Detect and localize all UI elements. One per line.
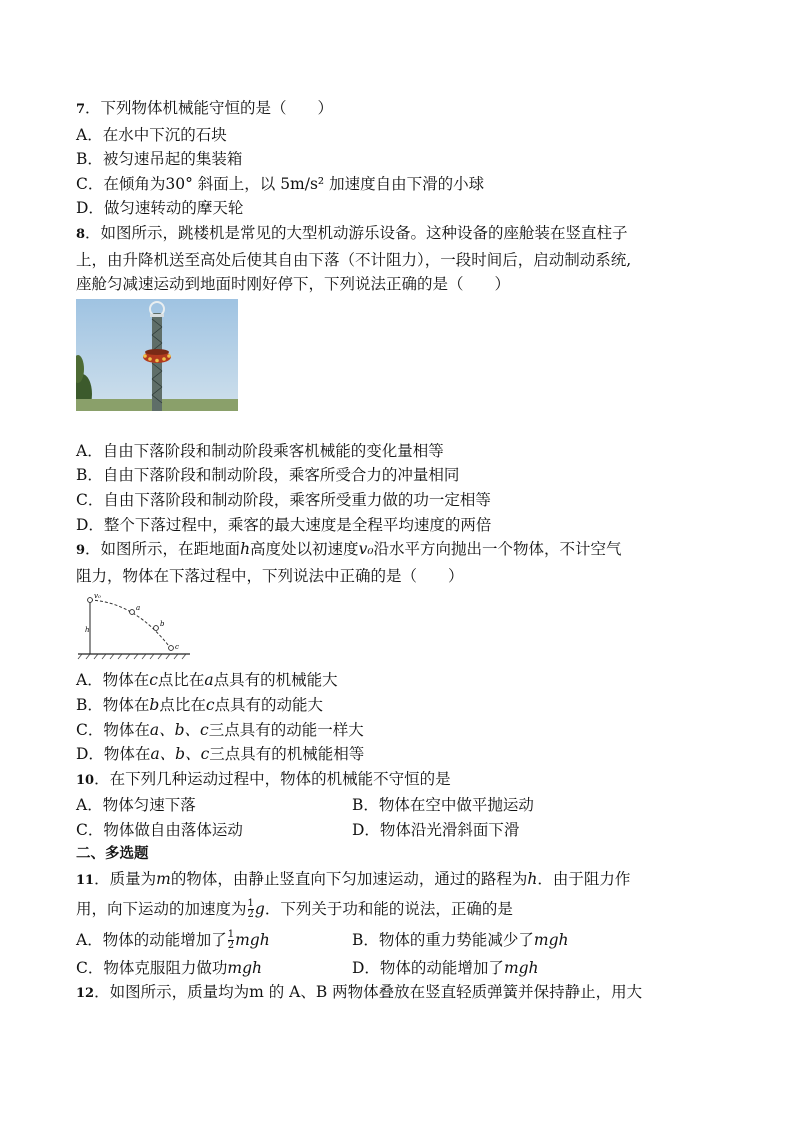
- q9-option-a: [76, 668, 746, 693]
- label-a: a: [136, 604, 141, 613]
- fraction-denominator: 2: [247, 909, 254, 921]
- option-text: B．物体在: [76, 695, 150, 714]
- question-9-stem-line-1: [76, 537, 746, 564]
- option-text: D．物体的动能增加了: [352, 958, 504, 977]
- fraction-numerator: 1: [247, 898, 254, 910]
- question-12-stem: [76, 980, 746, 1007]
- q11-options-row-2: [76, 956, 746, 981]
- document-page: [76, 96, 746, 1007]
- q7-option-a: A．在水中下沉的石块: [76, 125, 227, 144]
- label-v0: v₀: [94, 592, 101, 601]
- q8-option-a: A．自由下落阶段和制动阶段乘客机械能的变化量相等: [76, 441, 444, 460]
- question-number: 10: [76, 772, 95, 788]
- option-expr: mgh: [227, 958, 262, 977]
- question-10-stem: [76, 767, 746, 794]
- question-8-stem-line-2: 上，由升降机送至高处后使其自由下落（不计阻力），一段时间后，启动制动系统,: [76, 250, 632, 269]
- q9-option-c: [76, 718, 746, 743]
- option-text: 点比在: [159, 695, 206, 714]
- point-c: [169, 646, 174, 651]
- question-text: ．如图所示，在距地面: [85, 540, 241, 559]
- option-var: c: [205, 695, 215, 714]
- q7-option-c: C．在倾角为30° 斜面上，以 5m/s² 加速度自由下滑的小球: [76, 174, 485, 193]
- question-text: ．在下列几种运动过程中，物体的机械能不守恒的是: [94, 769, 451, 788]
- q9-option-b: [76, 693, 746, 718]
- question-8-stem-line-1: [76, 221, 746, 248]
- question-text: ．下列物体机械能守恒的是（ ）: [85, 99, 334, 117]
- q10-option-a: A．物体匀速下落: [76, 796, 196, 815]
- question-number: 9: [76, 543, 86, 559]
- option-text: A．物体在: [76, 671, 150, 690]
- q8-option-b: B．自由下落阶段和制动阶段，乘客所受合力的冲量相同: [76, 466, 460, 485]
- fraction-one-half: [228, 930, 234, 951]
- question-text: 的物体，由静止竖直向下匀加速运动，通过的路程为: [170, 870, 528, 889]
- question-7-stem: [76, 96, 746, 123]
- question-number: 7: [76, 102, 86, 117]
- question-text: 沿水平方向抛出一个物体，不计空气: [373, 540, 622, 559]
- option-text: C．物体在: [76, 720, 150, 739]
- point-b: [154, 626, 159, 631]
- q11-option-c: [76, 956, 352, 981]
- option-text: 点具有的动能大: [214, 695, 324, 714]
- q7-option-d: D．做匀速转动的摩天轮: [76, 199, 244, 218]
- q8-option-c: C．自由下落阶段和制动阶段，乘客所受重力做的功一定相等: [76, 490, 491, 509]
- var-m: m: [156, 870, 171, 889]
- q8-option-d: D．整个下落过程中，乘客的最大速度是全程平均速度的两倍: [76, 515, 492, 534]
- q11-option-b: [352, 924, 569, 956]
- option-expr: mgh: [533, 930, 569, 949]
- q11-options-row-1: [76, 924, 746, 956]
- option-text: 三点具有的动能一样大: [208, 720, 364, 739]
- question-number: 8: [76, 226, 86, 242]
- q9-option-d: [76, 742, 746, 767]
- q10-options-row-1: [76, 793, 746, 818]
- q10-option-d: D．物体沿光滑斜面下滑: [352, 820, 520, 839]
- question-text: 高度处以初速度: [250, 540, 359, 559]
- question-number: 11: [76, 873, 95, 889]
- drop-tower-photo: [76, 299, 238, 411]
- label-c: c: [175, 643, 179, 652]
- option-var: a: [204, 671, 214, 690]
- option-text: 点比在: [157, 671, 205, 690]
- q11-option-a: [76, 924, 352, 956]
- question-text: ．下列关于功和能的说法，正确的是: [264, 899, 513, 918]
- option-text: A．物体的动能增加了: [76, 930, 227, 949]
- fraction-one-half: [248, 899, 254, 920]
- question-number: 12: [76, 986, 95, 1002]
- option-expr: mgh: [503, 958, 539, 977]
- fraction-numerator: 1: [227, 929, 235, 941]
- option-text: B．物体的重力势能减少了: [352, 930, 534, 949]
- option-text: 点具有的机械能大: [213, 671, 338, 690]
- q11-option-d: [352, 956, 539, 981]
- question-8-stem-line-3: 座舱匀减速运动到地面时刚好停下，下列说法正确的是（ ）: [76, 275, 511, 294]
- point-a: [130, 610, 135, 615]
- label-h: h: [85, 626, 90, 635]
- option-text: C．物体克服阻力做功: [76, 958, 228, 977]
- option-var: b: [149, 695, 160, 714]
- q10-option-c: C．物体做自由落体运动: [76, 820, 243, 839]
- question-text: ．质量为: [94, 870, 157, 889]
- var-v0: v₀: [358, 540, 374, 559]
- var-h: h: [240, 540, 251, 559]
- q10-options-row-2: [76, 818, 746, 843]
- option-text: 三点具有的机械能相等: [209, 745, 365, 764]
- label-b: b: [160, 620, 165, 629]
- q10-option-b: B．物体在空中做平抛运动: [352, 796, 534, 815]
- question-11-stem-line-2: [76, 894, 746, 924]
- section-heading: 二、多选题: [76, 846, 149, 863]
- question-text: 用，向下运动的加速度为: [76, 899, 247, 918]
- option-var: a、b、c: [150, 745, 210, 764]
- fraction-denominator: 2: [227, 940, 235, 952]
- question-11-stem-line-1: [76, 867, 746, 894]
- var-h: h: [527, 870, 538, 889]
- question-text: ．由于阻力作: [537, 870, 631, 889]
- option-text: D．物体在: [76, 745, 151, 764]
- start-point: [88, 598, 93, 603]
- question-text: ．如图所示，质量均为m 的 A、B 两物体叠放在竖直轻质弹簧并保持静止，用大: [94, 983, 643, 1002]
- q7-option-b: B．被匀速吊起的集装箱: [76, 150, 243, 169]
- option-var: a、b、c: [149, 720, 209, 739]
- option-expr: mgh: [235, 930, 270, 949]
- question-9-stem-line-2: 阻力，物体在下落过程中，下列说法中正确的是（ ）: [76, 566, 464, 585]
- var-g: g: [254, 899, 265, 918]
- projectile-diagram: [76, 592, 192, 664]
- option-var: c: [149, 671, 158, 690]
- question-text: ．如图所示，跳楼机是常见的大型机动游乐设备。这种设备的座舱装在竖直柱子: [85, 223, 628, 242]
